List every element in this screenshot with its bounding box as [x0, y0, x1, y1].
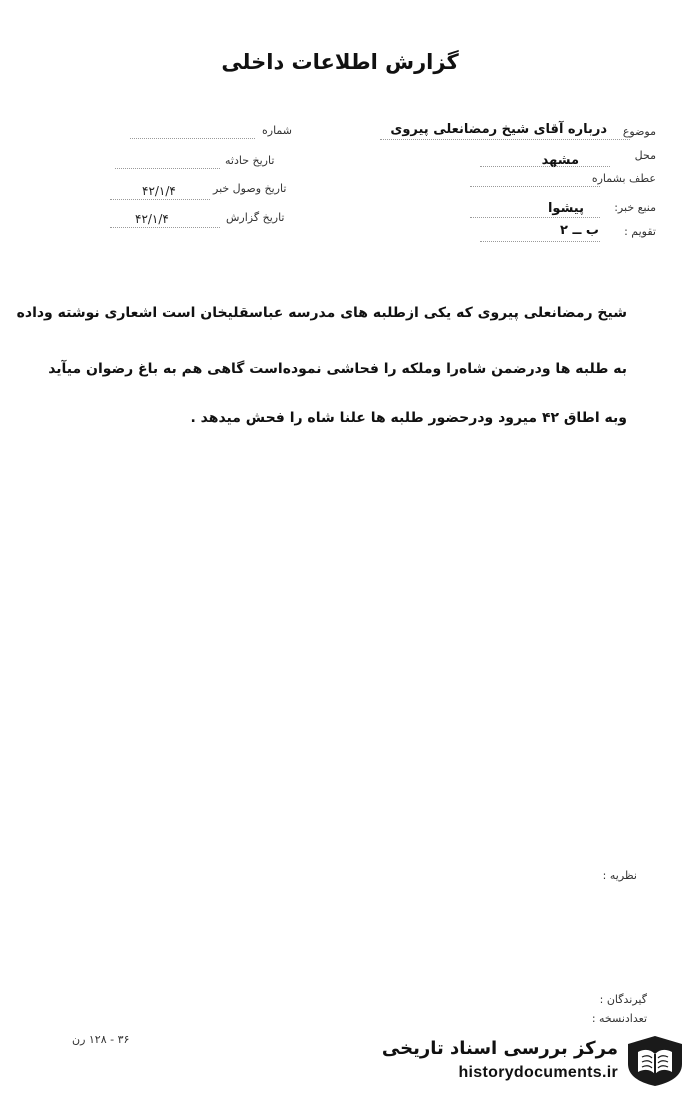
report-date-dotted-line	[110, 227, 220, 228]
number-label: شماره	[262, 124, 293, 137]
reference-dotted-line	[470, 186, 600, 187]
report-date-value: ۴۲/۱/۴	[135, 212, 169, 226]
body-line-1: شیخ رمضانعلی پیروی که یکی ازطلبه های مدرسه عباسقلیخان است اشعاری نوشته وداده	[16, 305, 627, 321]
number-dotted-line	[130, 138, 255, 139]
evaluation-label: تقویم :	[624, 225, 656, 238]
incident-date-dotted-line	[115, 168, 220, 169]
copies-label: تعدادنسخه :	[591, 1012, 647, 1025]
source-value: پیشوا	[547, 201, 584, 216]
source-label: منبع خبر:	[614, 201, 656, 214]
source-dotted-line	[470, 217, 600, 218]
opinion-label: نظریه :	[602, 869, 637, 882]
news-received-dotted-line	[110, 199, 210, 200]
watermark-logo	[381, 1030, 690, 1090]
subject-value: درباره آقای شیخ رمضانعلی پیروی	[390, 122, 607, 137]
incident-date-label: تاریخ حادثه	[225, 154, 275, 167]
location-dotted-line	[480, 166, 610, 167]
location-value: مشهد	[541, 153, 579, 168]
evaluation-value: ب ــ ۲	[560, 223, 599, 238]
reference-label: عطف بشماره	[591, 172, 656, 185]
form-code: ۳۶ - ۱۲۸ رن	[72, 1033, 130, 1046]
watermark-site: historydocuments.ir	[458, 1064, 618, 1081]
body-line-2: به طلبه ها ودرضمن شاه‌را وملکه را فحاشی نموده‌است گاهی هم به باغ رضوان میآید	[48, 361, 627, 377]
news-received-label: تاریخ وصول خبر	[213, 182, 287, 195]
report-date-label: تاریخ گزارش	[226, 211, 285, 224]
location-label: محل	[634, 149, 656, 162]
subject-dotted-line	[380, 139, 630, 140]
book-shield-logo-icon	[624, 1034, 686, 1088]
recipients-label: گیرندگان :	[599, 993, 647, 1006]
body-line-3: وبه اطاق ۴۲ میرود ودرحضور طلبه ها علنا شاه را فحش میدهد .	[190, 410, 627, 426]
document-title: گزارش اطلاعات داخلی	[221, 50, 459, 74]
watermark-name: مرکز بررسی اسناد تاریخی	[381, 1038, 618, 1059]
news-received-value: ۴۲/۱/۴	[142, 184, 176, 198]
evaluation-dotted-line	[480, 241, 600, 242]
subject-label: موضوع	[622, 125, 656, 138]
